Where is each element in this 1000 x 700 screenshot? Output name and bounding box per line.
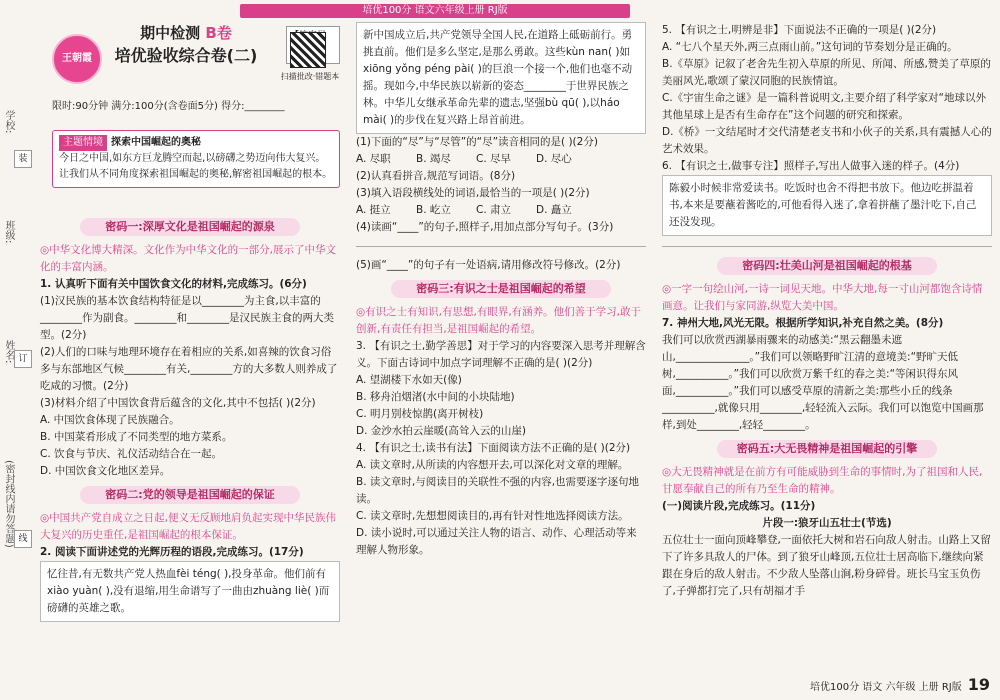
reading-title: 片段一:狼牙山五壮士(节选) [762,517,892,529]
answer-line[interactable] [662,246,992,247]
option: A. 中国饮食体现了民族融合。 [40,414,180,426]
top-bar: 培优100分 语文六年级上册 RJ版 [240,4,630,18]
question-3: 3. 【有识之士,勤学善思】对于学习的内容要深入思考并理解含义。下面古诗词中加点字词理解不正确的是( )(2分) [356,340,646,369]
option: D. 矗立 [536,204,572,216]
sidebar-tag: 装 [14,150,32,168]
section-banner: 密码三:有识之士是祖国崛起的希望 [391,280,611,298]
sidebar-tag: 订 [14,350,32,368]
option: C. 肃立 [476,204,512,216]
answer-line[interactable] [356,246,646,247]
option: C. 尽早 [476,153,512,165]
sidebar-note: (密封线内请勿答题) [3,460,14,548]
option: B. 中国菜肴形成了不同类型的地方菜系。 [40,431,233,443]
title-block [96,22,276,68]
option: D. 中国饮食文化地区差异。 [40,465,171,477]
option: A. 望湖楼下水如天(像) [356,374,462,386]
option: C.《宇宙生命之谜》是一篇科普说明文,主要介绍了科学家对“地球以外其他星球上是否有生命存在”这个问题的研究和探索。 [662,92,986,121]
theme-box [52,130,340,188]
page-footer [810,675,990,694]
option: D.《桥》一文结尾时才交代清楚老支书和小伙子的关系,具有震撼人心的艺术效果。 [662,126,992,155]
section-intro: ◎大无畏精神就是在前方有可能威胁到生命的事情时,为了祖国和人民,甘愿奉献自己的所有乃至生命的精神。 [662,466,983,495]
sidebar-name: 姓名: [3,340,14,364]
option: B.《草原》记叙了老舍先生初入草原的所见、所闻、所感,赞美了草原的美丽风光,歌颂了蒙汉同胞的民族情谊。 [662,58,991,87]
exam-meta: 限时:90分钟 满分:100分(含卷面5分) 得分:________ [52,101,285,112]
option: D. 金沙水拍云崖暖(高耸入云的山崖) [356,425,526,437]
options-row [356,202,646,219]
footer-text: 培优100分 语文 六年级 上册 RJ版 [810,682,962,693]
option: C. 明月别枝惊鹊(离开树枝) [356,408,484,420]
option: C. 饮食与节庆、礼仪活动结合在一起。 [40,448,223,460]
section-banner: 密码五:大无畏精神是祖国崛起的引擎 [717,440,937,458]
options-row [356,151,646,168]
option: C. 读文章时,先想想阅读目的,再有针对性地选择阅读方法。 [356,510,629,522]
sidebar-class: 班级: [3,220,14,244]
question-1-2: (2)人们的口味与地理环境存在着相应的关系,如喜辣的饮食习俗多与东部地区气候________有关,________方的大多数人则养成了吃咸的习惯。(2分) [40,346,338,392]
example-box: 陈毅小时候非常爱读书。吃饭时也舍不得把书放下。他边吃拼温着书,本来是要蘸着酱吃的,可他看得入迷了,拿着拼蘸了墨汁吃下,自己还没发现。 [662,175,992,236]
paper-type-badge: B卷 [205,24,232,42]
sidebar-tag: 线 [14,530,32,548]
option: A. 读文章时,从所读的内容想开去,可以深化对文章的理解。 [356,459,629,471]
option: A. “七八个星天外,两三点雨山前。”这句词的节奏划分是正确的。 [662,41,958,53]
question-2: 2. 阅读下面讲述党的光辉历程的语段,完成练习。(17分) [40,546,304,558]
section-intro: ◎有识之士有知识,有思想,有眼界,有涵养。他们善于学习,敢于创新,有责任有担当,是祖国崛起的希望。 [356,306,642,335]
section-banner: 密码四:壮美山河是祖国崛起的根基 [717,257,937,275]
reading-text: 五位壮士一面向顶峰攀登,一面依托大树和岩石向敌人射击。山路上又留下了许多具敌人的尸体。到了狼牙山峰顶,五位壮士居高临下,继续向紧跟在身后的敌人射击。不少敌人坠落山涧,粉身碎骨。班长马宝玉负伤了,子弹都打完了,只有胡福才手 [662,534,991,597]
question-2-1: (1)下面的“尽”与“尽管”的“尽”读音相同的是( )(2分) [356,136,598,148]
section-banner: 密码一:深厚文化是祖国崛起的源泉 [80,218,300,236]
page-title: 期中检测 B卷 [140,24,232,42]
page-number: 19 [967,675,990,694]
question-7: 7. 神州大地,风光无限。根据所学知识,补充自然之美。(8分) [662,317,944,329]
qr-label: 扫描批改·错题本 [280,72,340,81]
option: D. 尽心 [536,153,572,165]
question-1: 1. 认真听下面有关中国饮食文化的材料,完成练习。(6分) [40,278,307,290]
option: A. 挺立 [356,204,391,216]
theme-tag: 主题情境 [59,135,107,151]
section-intro: ◎一字一句绘山河,一诗一词见天地。中华大地,每一寸山河都饱含诗情画意。让我们与家同游,纵览大美中国。 [662,283,983,312]
passage-box: 忆往昔,有无数共产党人热血fèi téng( ),投身革命。他们前有xiào yuàn( ),没有退缩,用生命谱写了一曲由zhuàng liè( )而磅礴的英雄之歌。 [40,561,340,622]
binding-sidebar [0,110,34,700]
column-left-body [40,212,340,622]
option: B. 屹立 [416,204,451,216]
question-5: 5. 【有识之士,明辨是非】下面说法不正确的一项是( )(2分) [662,24,937,36]
question-7-text: 我们可以欣赏西湖暴雨骤来的动感美:“黑云翻墨未遮山,______________。”我们可以领略野旷江清的意境美:“野旷天低树,__________。”我们可以欣赏万紫千红的春之美:“等闲识得东风面,__________。”我们可以感受草原的清新之美:那些小丘的线条__________,就像只用________,轻轻流入云际。我们可以饱览中国画那样,到处________,轻轻________。 [662,334,984,431]
sidebar-school: 学校: [3,110,14,134]
question-2-4: (4)读画“____”的句子,照样子,用加点部分写句子。(3分) [356,221,614,233]
theme-title: 探索中国崛起的奥秘 [111,137,201,148]
option: A. 尽职 [356,153,391,165]
column-right [662,22,992,600]
section-intro: ◎中华文化博大精深。文化作为中华文化的一部分,展示了中华文化的丰富内涵。 [40,244,336,273]
option: B. 移舟泊烟渚(水中间的小块陆地) [356,391,515,403]
question-6: 6. 【有识之士,做事专注】照样子,写出人做事入迷的样子。(4分) [662,160,960,172]
section-intro: ◎中国共产党自成立之日起,便义无反顾地肩负起实现中华民族伟大复兴的历史重任,是祖国崛起的根本保证。 [40,512,336,541]
reading-heading: (一)阅读片段,完成练习。(11分) [662,500,816,512]
qr-code-icon[interactable] [290,32,326,68]
question-2-3: (3)填入语段横线处的词语,最恰当的一项是( )(2分) [356,187,590,199]
option: B. 读文章时,与阅读目的关联性不强的内容,也需要逐字逐句地读。 [356,476,640,505]
brand-logo: 王朝霞 [52,34,102,84]
question-1-1: (1)汉民族的基本饮食结构特征是以________为主食,以丰富的________作为副食。________和________是汉民族主食的两大类型。(2分) [40,295,334,341]
question-1-3: (3)材料介绍了中国饮食背后蕴含的文化,其中不包括( )(2分) [40,397,316,409]
theme-text: 今日之中国,如东方巨龙腾空而起,以磅礴之势迈向伟大复兴。让我们从不同角度探索祖国崛起的奥秘,解密祖国崛起的根本。 [59,153,333,180]
passage-box: 新中国成立后,共产党领导全国人民,在道路上砥砺前行。勇挑直前。他们是多么坚定,是那么勇敢。这些kùn nan( )如xiōng yǒng péng pài( )的巨浪一个接一个,他们也毫不动摇。现如今,中华民族以崭新的姿态________于世界民族之林。中华儿女继承革命先辈的遗志,坚强bù qū( ),以háo mài( )的步伐在复兴路上昂首前进。 [356,22,646,134]
question-2-5: (5)画“____”的句子有一处语病,请用修改符号修改。(2分) [356,259,621,271]
question-2-2: (2)认真看拼音,规范写词语。(8分) [356,170,516,182]
option: B. 竭尽 [416,153,451,165]
column-middle [356,22,646,559]
question-4: 4. 【有识之士,读书有法】下面阅读方法不正确的是( )(2分) [356,442,631,454]
option: D. 读小说时,可以通过关注人物的语言、动作、心理活动等来理解人物形象。 [356,527,637,556]
page-subtitle: 培优验收综合卷(二) [114,46,258,65]
section-banner: 密码二:党的领导是祖国崛起的保证 [80,486,300,504]
